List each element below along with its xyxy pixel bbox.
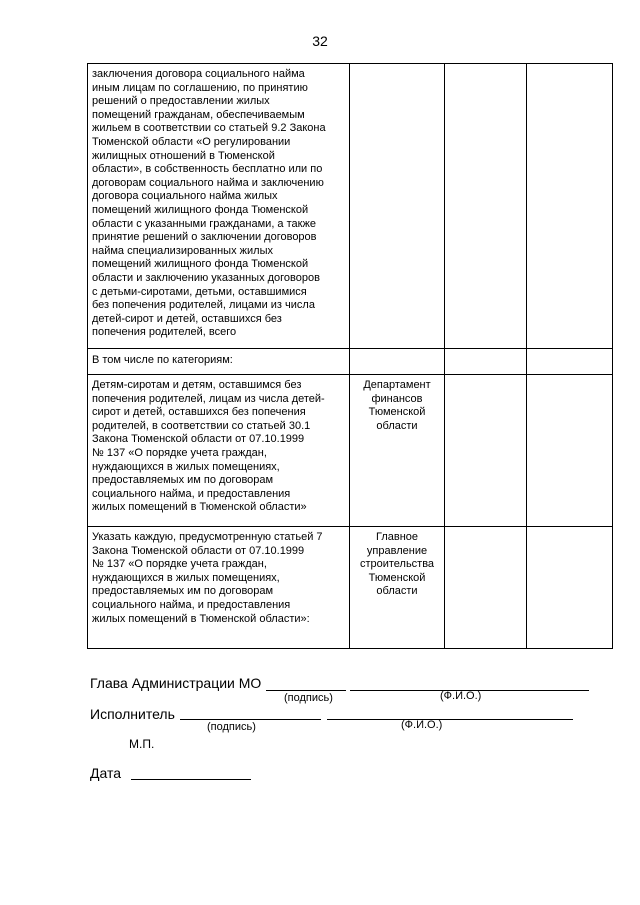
description-line: области и заключению указанных договоров [92, 271, 320, 284]
responsible-line: Департамент [363, 379, 431, 391]
description-line: В том числе по категориям: [92, 354, 233, 366]
table-row [88, 349, 613, 375]
description-line: попечения родителей, лицам из числа детей- [92, 392, 325, 405]
table-row [88, 64, 613, 349]
executor-label: Исполнитель [90, 706, 175, 722]
responsible-line: финансов [371, 392, 423, 405]
description-line: Детям-сиротам и детям, оставшимся без [92, 379, 302, 391]
description-cell [88, 527, 350, 649]
description-line: социального найма, и предоставления [92, 598, 291, 611]
description-line: предоставляемых им по договорам [92, 585, 274, 598]
description-cell [88, 349, 350, 375]
description-line: нуждающихся в жилых помещениях, [92, 460, 280, 473]
description-line: жилых помещений в Тюменской области» [92, 501, 307, 514]
value-cell [445, 375, 527, 527]
description-line: жильем в соответствии со статьей 9.2 Закона [92, 122, 326, 135]
responsible-line: области [376, 419, 418, 432]
value-cell [445, 64, 527, 349]
description-line: договора социального найма жилых [92, 190, 278, 203]
responsible-cell [350, 375, 445, 527]
description-line: без попечения родителей, лицами из числа [92, 299, 315, 312]
head-signature-line[interactable] [266, 690, 346, 691]
page-number: 32 [312, 33, 328, 49]
description-line: Тюменской области «О регулировании [92, 135, 291, 148]
stamp-label: М.П. [129, 737, 155, 751]
responsible-cell [350, 64, 445, 349]
description-line: № 137 «О порядке учета граждан, [92, 558, 267, 571]
description-line: найма специализированных жилых [92, 244, 273, 257]
description-line: области с указанными гражданами, а также [92, 217, 316, 230]
date-label: Дата [90, 765, 122, 781]
responsible-line: Главное [375, 531, 419, 543]
description-line: детей-сирот и детей, оставшихся без [92, 312, 282, 325]
report-table [87, 63, 613, 649]
responsible-cell [350, 527, 445, 649]
responsible-line: Тюменской [368, 406, 426, 419]
executor-signature-caption: (подпись) [207, 721, 256, 733]
description-line: области», в собственность бесплатно или по [92, 163, 323, 176]
description-line: Закона Тюменской области от 07.10.1999 [92, 544, 305, 557]
head-of-administration-label: Глава Администрации МО [90, 675, 262, 691]
description-line: помещений жилищного фонда Тюменской [92, 203, 309, 216]
description-line: № 137 «О порядке учета граждан, [92, 446, 267, 459]
responsible-cell [350, 349, 445, 375]
value-cell [527, 349, 613, 375]
description-cell [88, 64, 350, 349]
table-row [88, 375, 613, 527]
executor-name-caption: (Ф.И.О.) [401, 719, 443, 731]
table-row [88, 527, 613, 649]
description-line: помещений гражданам, обеспечиваемым [92, 108, 305, 121]
description-line: с детьми-сиротами, детьми, оставшимися [92, 285, 307, 298]
value-cell [445, 349, 527, 375]
description-line: Указать каждую, предусмотренную статьей 7 [92, 531, 323, 543]
responsible-line: области [376, 585, 418, 598]
value-cell [527, 527, 613, 649]
description-line: иным лицам по соглашению, по принятию [92, 81, 308, 94]
description-line: заключения договора социального найма [92, 68, 305, 80]
description-line: попечения родителей, всего [92, 326, 237, 339]
description-line: родителей, в соответствии со статьей 30.1 [92, 419, 311, 432]
value-cell [445, 527, 527, 649]
description-line: предоставляемых им по договорам [92, 474, 274, 487]
description-line: социального найма, и предоставления [92, 487, 291, 500]
value-cell [527, 64, 613, 349]
description-line: решений о предоставлении жилых [92, 95, 270, 108]
value-cell [527, 375, 613, 527]
description-line: жилищных отношений в Тюменской [92, 149, 275, 162]
responsible-line: управление [366, 544, 428, 557]
description-line: принятие решений о заключении договоров [92, 231, 317, 244]
description-line: договорам социального найма и заключению [92, 176, 324, 189]
executor-name-line[interactable] [327, 719, 573, 720]
head-name-caption: (Ф.И.О.) [440, 690, 482, 702]
responsible-line: Тюменской [368, 571, 426, 584]
responsible-line: строительства [359, 558, 435, 571]
executor-signature-line[interactable] [180, 719, 321, 720]
description-cell [88, 375, 350, 527]
description-line: помещений жилищного фонда Тюменской [92, 258, 309, 271]
description-line: нуждающихся в жилых помещениях, [92, 571, 280, 584]
description-line: сирот и детей, оставшихся без попечения [92, 406, 306, 419]
date-line[interactable] [131, 779, 251, 780]
description-line: жилых помещений в Тюменской области»: [92, 612, 310, 625]
head-signature-caption: (подпись) [284, 692, 333, 704]
description-line: Закона Тюменской области от 07.10.1999 [92, 433, 305, 446]
